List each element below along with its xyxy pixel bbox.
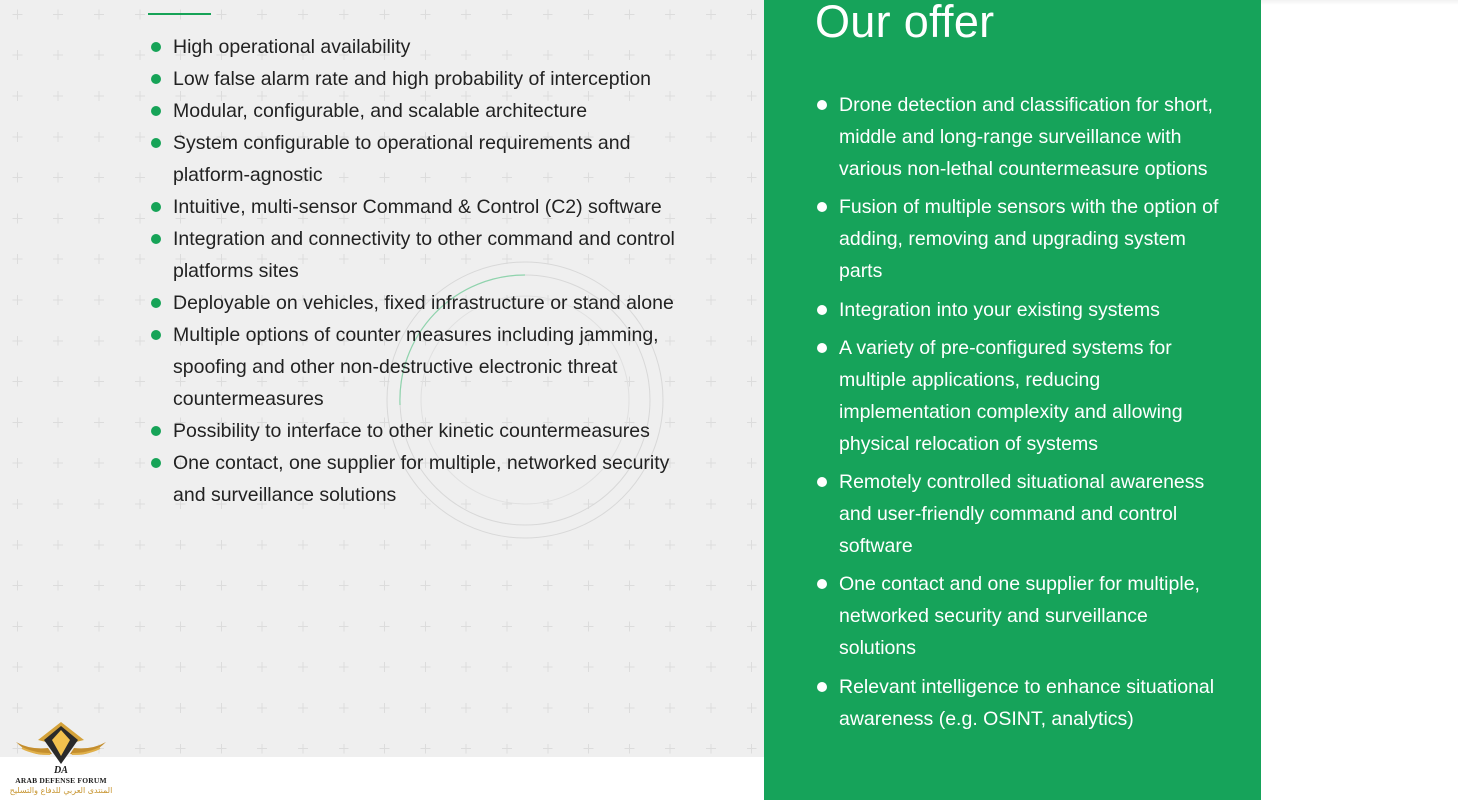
benefit-item: [150, 191, 680, 223]
offer-text: Remotely controlled situational awareness and user-friendly command and control software: [839, 471, 1205, 558]
benefit-item: [150, 447, 680, 511]
benefits-list: [150, 31, 680, 511]
bullet-icon: [817, 343, 827, 353]
bullet-icon: [151, 106, 161, 116]
offer-item: [816, 332, 1226, 460]
bullet-icon: [151, 138, 161, 148]
offer-text: Integration into your existing systems: [839, 298, 1160, 321]
offer-text: A variety of pre-configured systems for multiple applications, reducing implementation complexity and allowing physical relocation of systems: [839, 336, 1183, 455]
bullet-icon: [817, 682, 827, 692]
offer-item: [816, 191, 1226, 287]
benefit-text: Multiple options of counter measures including jamming, spoofing and other non-destructive electronic threat countermeasures: [173, 324, 659, 410]
bullet-icon: [817, 579, 827, 589]
logo-initials: DA: [54, 765, 68, 776]
benefit-text: Intuitive, multi-sensor Command & Control (C2) software: [173, 196, 662, 218]
bullet-icon: [151, 458, 161, 468]
section-accent-line: [148, 13, 211, 15]
offer-item: [816, 466, 1226, 562]
bullet-icon: [151, 42, 161, 52]
benefit-item: [150, 95, 680, 127]
bullet-icon: [151, 426, 161, 436]
benefit-item: [150, 287, 680, 319]
offer-item: [816, 89, 1226, 185]
offer-title: Our offer: [815, 0, 995, 47]
bullet-icon: [817, 305, 827, 315]
offer-text: Fusion of multiple sensors with the option of adding, removing and upgrading system parts: [839, 196, 1219, 283]
bullet-icon: [151, 234, 161, 244]
offer-text: Relevant intelligence to enhance situational awareness (e.g. OSINT, analytics): [839, 675, 1215, 730]
benefit-text: One contact, one supplier for multiple, networked security and surveillance solutions: [173, 452, 670, 506]
benefit-text: System configurable to operational requirements and platform-agnostic: [173, 132, 631, 186]
watermark-logo: [8, 718, 114, 798]
logo-name-arabic: المنتدى العربي للدفاع والتسليح: [9, 786, 113, 795]
benefit-text: Low false alarm rate and high probability of interception: [173, 68, 652, 90]
benefit-item: [150, 415, 680, 447]
offer-text: One contact and one supplier for multiple, networked security and surveillance solutions: [839, 573, 1200, 660]
bullet-icon: [817, 477, 827, 487]
offer-list: [816, 89, 1226, 741]
offer-text: Drone detection and classification for short, middle and long-range surveillance with various non-lethal countermeasure options: [839, 94, 1213, 180]
bullet-icon: [817, 202, 827, 212]
offer-item: [816, 671, 1226, 735]
logo-name-english: ARAB DEFENSE FORUM: [15, 776, 107, 785]
benefit-text: Integration and connectivity to other command and control platforms sites: [173, 228, 675, 282]
benefit-item: [150, 127, 680, 191]
benefit-item: [150, 223, 680, 287]
offer-item: [816, 294, 1226, 326]
benefit-text: Deployable on vehicles, fixed infrastructure or stand alone: [173, 292, 674, 314]
header-shadow: [1261, 0, 1458, 5]
benefit-item: [150, 63, 680, 95]
benefit-item: [150, 31, 680, 63]
bullet-icon: [151, 298, 161, 308]
offer-section: [764, 0, 1261, 800]
offer-item: [816, 568, 1226, 664]
bullet-icon: [151, 202, 161, 212]
bullet-icon: [151, 74, 161, 84]
eagle-emblem-icon: [8, 718, 114, 776]
benefits-section: [0, 0, 764, 757]
benefit-item: [150, 319, 680, 415]
bullet-icon: [151, 330, 161, 340]
benefit-text: Modular, configurable, and scalable architecture: [173, 100, 588, 122]
benefit-text: High operational availability: [173, 36, 411, 58]
benefit-text: Possibility to interface to other kinetic countermeasures: [173, 420, 650, 442]
bullet-icon: [817, 100, 827, 110]
